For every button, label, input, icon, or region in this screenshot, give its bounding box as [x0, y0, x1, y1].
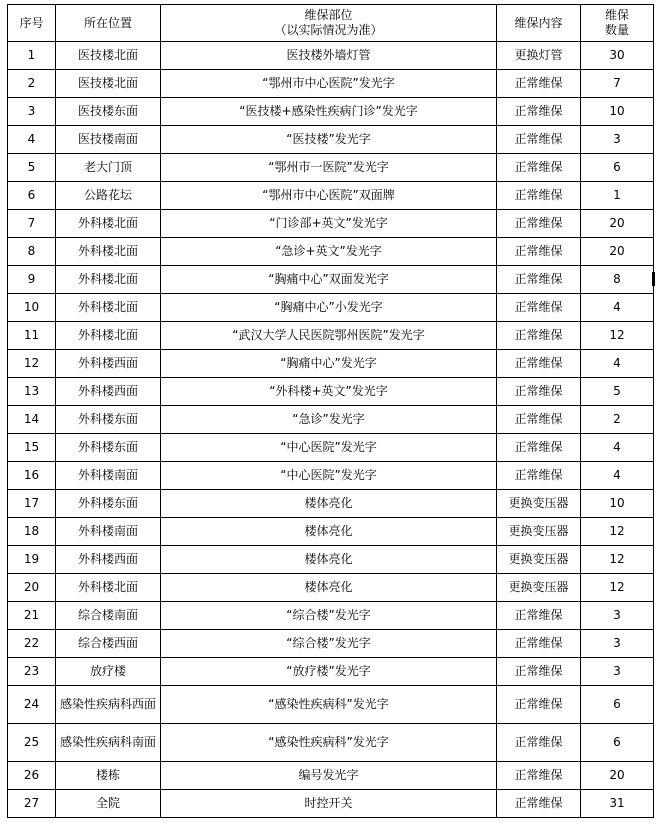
- table-row: [8, 294, 654, 322]
- cell-content: 正常维保: [497, 266, 581, 294]
- cell-content: 更换变压器: [497, 546, 581, 574]
- cell-location: 外科楼北面: [56, 294, 161, 322]
- cell-location: 医技楼北面: [56, 42, 161, 70]
- cell-content: 正常维保: [497, 658, 581, 686]
- cell-part: 楼体亮化: [161, 490, 497, 518]
- cell-content: 正常维保: [497, 762, 581, 790]
- cell-seq: 8: [8, 238, 56, 266]
- cell-content: 正常维保: [497, 70, 581, 98]
- cell-content: 正常维保: [497, 406, 581, 434]
- cell-content: 更换变压器: [497, 574, 581, 602]
- table-row: [8, 462, 654, 490]
- header-row: [8, 5, 654, 42]
- cell-content: 正常维保: [497, 210, 581, 238]
- table-row: [8, 490, 654, 518]
- cell-part: 编号发光字: [161, 762, 497, 790]
- cell-seq: 2: [8, 70, 56, 98]
- cell-part: “急诊+英文”发光字: [161, 238, 497, 266]
- table-row: [8, 658, 654, 686]
- cell-seq: 3: [8, 98, 56, 126]
- cell-location: 外科楼北面: [56, 266, 161, 294]
- cell-seq: 20: [8, 574, 56, 602]
- cell-content: 正常维保: [497, 350, 581, 378]
- cell-location: 外科楼东面: [56, 406, 161, 434]
- cell-qty: 8: [581, 266, 654, 294]
- cell-part: “胸痛中心”发光字: [161, 350, 497, 378]
- header-qty-line1: 维保: [604, 8, 629, 22]
- cell-content: 正常维保: [497, 790, 581, 818]
- cell-seq: 14: [8, 406, 56, 434]
- cell-seq: 6: [8, 182, 56, 210]
- cell-qty: 4: [581, 350, 654, 378]
- cell-part: “中心医院”发光字: [161, 462, 497, 490]
- cell-location: 放疗楼: [56, 658, 161, 686]
- cell-part: “外科楼+英文”发光字: [161, 378, 497, 406]
- cell-content: 正常维保: [497, 98, 581, 126]
- cell-qty: 4: [581, 462, 654, 490]
- cell-location: 外科楼西面: [56, 350, 161, 378]
- table-row: [8, 762, 654, 790]
- cell-qty: 10: [581, 490, 654, 518]
- cell-location: 老大门顶: [56, 154, 161, 182]
- cell-qty: 10: [581, 98, 654, 126]
- cell-content: 正常维保: [497, 238, 581, 266]
- cell-location: 公路花坛: [56, 182, 161, 210]
- table-row: [8, 602, 654, 630]
- table-row: [8, 790, 654, 818]
- cell-content: 正常维保: [497, 602, 581, 630]
- cell-part: “综合楼”发光字: [161, 630, 497, 658]
- cell-content: 更换变压器: [497, 490, 581, 518]
- cell-qty: 12: [581, 322, 654, 350]
- cell-content: 正常维保: [497, 126, 581, 154]
- cell-location: 医技楼东面: [56, 98, 161, 126]
- cell-seq: 23: [8, 658, 56, 686]
- cell-part: 楼体亮化: [161, 546, 497, 574]
- table-row: [8, 126, 654, 154]
- cell-seq: 13: [8, 378, 56, 406]
- cell-qty: 5: [581, 378, 654, 406]
- table-row: [8, 322, 654, 350]
- cell-qty: 4: [581, 434, 654, 462]
- cell-location: 外科楼东面: [56, 490, 161, 518]
- cell-location: 楼栋: [56, 762, 161, 790]
- table-row: [8, 70, 654, 98]
- cell-part: “门诊部+英文”发光字: [161, 210, 497, 238]
- cell-location: 外科楼北面: [56, 322, 161, 350]
- cell-location: 医技楼南面: [56, 126, 161, 154]
- cell-location: 全院: [56, 790, 161, 818]
- cell-location: 综合楼西面: [56, 630, 161, 658]
- header-seq: 序号: [8, 5, 56, 42]
- cell-seq: 18: [8, 518, 56, 546]
- cell-qty: 20: [581, 210, 654, 238]
- cell-content: 正常维保: [497, 462, 581, 490]
- table-row: [8, 154, 654, 182]
- header-content: 维保内容: [497, 5, 581, 42]
- cell-part: 时控开关: [161, 790, 497, 818]
- cell-seq: 16: [8, 462, 56, 490]
- table-row: [8, 546, 654, 574]
- cell-content: 更换变压器: [497, 518, 581, 546]
- cell-content: 正常维保: [497, 182, 581, 210]
- cell-content: 正常维保: [497, 630, 581, 658]
- cell-location: 感染性疾病科西面: [56, 686, 161, 724]
- cell-location: 外科楼西面: [56, 378, 161, 406]
- table-row: [8, 182, 654, 210]
- cell-seq: 7: [8, 210, 56, 238]
- cell-part: “鄂州市中心医院”双面牌: [161, 182, 497, 210]
- cell-content: 正常维保: [497, 434, 581, 462]
- cell-qty: 20: [581, 762, 654, 790]
- cell-location: 外科楼北面: [56, 238, 161, 266]
- cell-content: 正常维保: [497, 378, 581, 406]
- cell-part: “急诊”发光字: [161, 406, 497, 434]
- table-row: [8, 434, 654, 462]
- header-part-title: 维保部位: [304, 8, 353, 22]
- header-qty: [581, 5, 654, 42]
- cell-part: “胸痛中心”小发光字: [161, 294, 497, 322]
- cell-part: “感染性疾病科”发光字: [161, 686, 497, 724]
- cell-seq: 12: [8, 350, 56, 378]
- table-row: [8, 266, 654, 294]
- cell-location: 外科楼北面: [56, 574, 161, 602]
- cell-part: “武汉大学人民医院鄂州医院”发光字: [161, 322, 497, 350]
- cell-part: “放疗楼”发光字: [161, 658, 497, 686]
- cell-location: 外科楼西面: [56, 546, 161, 574]
- cell-qty: 3: [581, 630, 654, 658]
- edge-marker: [652, 272, 655, 286]
- header-qty-line2: 数量: [604, 23, 629, 37]
- cell-qty: 3: [581, 602, 654, 630]
- cell-location: 外科楼北面: [56, 210, 161, 238]
- table-row: [8, 42, 654, 70]
- cell-qty: 2: [581, 406, 654, 434]
- table-row: [8, 210, 654, 238]
- cell-part: “感染性疾病科”发光字: [161, 724, 497, 762]
- cell-part: 楼体亮化: [161, 574, 497, 602]
- cell-part: “综合楼”发光字: [161, 602, 497, 630]
- cell-content: 更换灯管: [497, 42, 581, 70]
- cell-seq: 19: [8, 546, 56, 574]
- table-row: [8, 350, 654, 378]
- cell-content: 正常维保: [497, 724, 581, 762]
- cell-qty: 6: [581, 154, 654, 182]
- cell-part: “鄂州市一医院”发光字: [161, 154, 497, 182]
- table-row: [8, 406, 654, 434]
- cell-qty: 3: [581, 126, 654, 154]
- cell-part: “医技楼+感染性疾病门诊”发光字: [161, 98, 497, 126]
- cell-qty: 12: [581, 546, 654, 574]
- header-part: [161, 5, 497, 42]
- cell-qty: 3: [581, 658, 654, 686]
- table-row: [8, 686, 654, 724]
- table-row: [8, 98, 654, 126]
- cell-location: 外科楼南面: [56, 462, 161, 490]
- cell-seq: 5: [8, 154, 56, 182]
- cell-seq: 9: [8, 266, 56, 294]
- cell-part: “鄂州市中心医院”发光字: [161, 70, 497, 98]
- cell-qty: 6: [581, 686, 654, 724]
- cell-seq: 24: [8, 686, 56, 724]
- cell-seq: 25: [8, 724, 56, 762]
- cell-qty: 1: [581, 182, 654, 210]
- cell-content: 正常维保: [497, 154, 581, 182]
- cell-part: “胸痛中心”双面发光字: [161, 266, 497, 294]
- cell-seq: 15: [8, 434, 56, 462]
- cell-seq: 22: [8, 630, 56, 658]
- cell-seq: 17: [8, 490, 56, 518]
- cell-qty: 7: [581, 70, 654, 98]
- cell-content: 正常维保: [497, 686, 581, 724]
- table-row: [8, 574, 654, 602]
- cell-seq: 4: [8, 126, 56, 154]
- cell-content: 正常维保: [497, 322, 581, 350]
- table-row: [8, 378, 654, 406]
- header-location: 所在位置: [56, 5, 161, 42]
- table-row: [8, 518, 654, 546]
- cell-qty: 20: [581, 238, 654, 266]
- cell-part: “医技楼”发光字: [161, 126, 497, 154]
- cell-qty: 12: [581, 574, 654, 602]
- cell-location: 综合楼南面: [56, 602, 161, 630]
- cell-qty: 4: [581, 294, 654, 322]
- table-body: [8, 42, 654, 818]
- cell-qty: 6: [581, 724, 654, 762]
- cell-seq: 27: [8, 790, 56, 818]
- cell-qty: 12: [581, 518, 654, 546]
- cell-seq: 11: [8, 322, 56, 350]
- table-row: [8, 630, 654, 658]
- cell-location: 外科楼南面: [56, 518, 161, 546]
- cell-seq: 26: [8, 762, 56, 790]
- cell-seq: 21: [8, 602, 56, 630]
- cell-location: 外科楼东面: [56, 434, 161, 462]
- cell-part: 医技楼外墙灯管: [161, 42, 497, 70]
- cell-content: 正常维保: [497, 294, 581, 322]
- cell-qty: 30: [581, 42, 654, 70]
- maintenance-table: [7, 4, 654, 818]
- cell-seq: 1: [8, 42, 56, 70]
- header-part-note: （以实际情况为准）: [274, 23, 383, 37]
- cell-seq: 10: [8, 294, 56, 322]
- table-row: [8, 724, 654, 762]
- table-row: [8, 238, 654, 266]
- cell-location: 感染性疾病科南面: [56, 724, 161, 762]
- cell-qty: 31: [581, 790, 654, 818]
- cell-part: 楼体亮化: [161, 518, 497, 546]
- cell-location: 医技楼北面: [56, 70, 161, 98]
- cell-part: “中心医院”发光字: [161, 434, 497, 462]
